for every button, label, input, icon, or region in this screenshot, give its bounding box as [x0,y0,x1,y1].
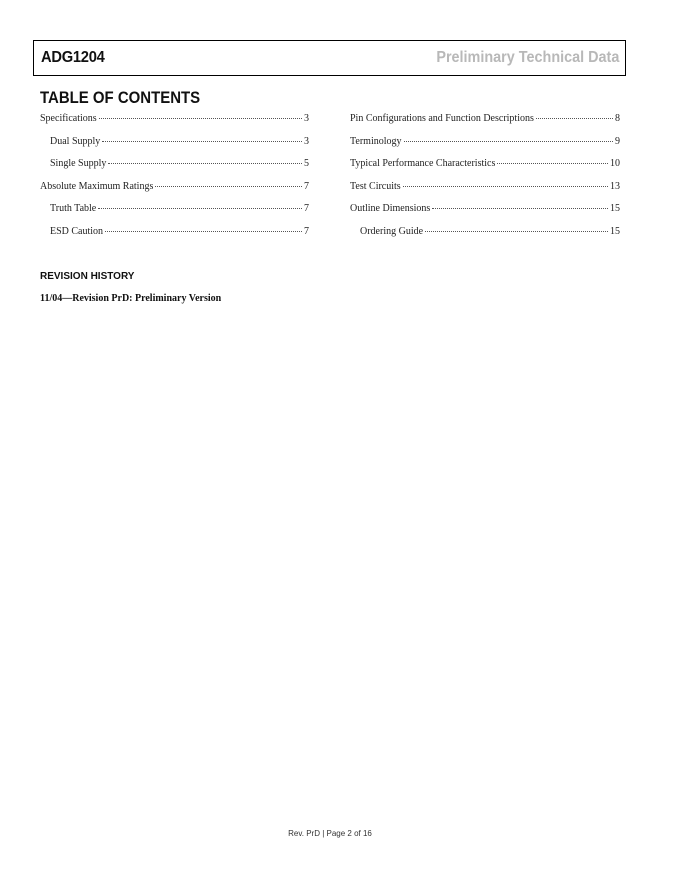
toc-entry-page: 13 [610,180,620,192]
document-status: Preliminary Technical Data [435,49,619,66]
toc-entry-outline-dimensions[interactable] [350,203,620,226]
toc-entry-pin-configurations[interactable] [350,113,620,136]
toc-leader-dots [155,186,302,187]
toc-entry-dual-supply[interactable] [40,136,309,159]
toc-entry-label: Truth Table [50,203,97,214]
toc-entry-label: Typical Performance Characteristics [350,158,496,169]
toc-entry-truth-table[interactable] [40,203,309,226]
page-header [33,40,626,76]
toc-column-left [40,113,309,248]
toc-entry-label: Absolute Maximum Ratings [40,180,154,192]
toc-entry-page: 9 [615,135,620,147]
toc-entry-ordering-guide[interactable] [350,226,620,249]
toc-entry-single-supply[interactable] [40,158,309,181]
page-footer: Rev. PrD | Page 2 of 16 [288,829,372,838]
toc-entry-page: 7 [304,225,309,237]
toc-entry-label: ESD Caution [50,225,104,237]
part-number: ADG1204 [41,49,105,66]
toc-entry-page: 3 [304,113,309,124]
toc-leader-dots [102,141,302,142]
toc-entry-page: 7 [304,203,309,214]
toc-entry-label: Ordering Guide [360,225,424,237]
toc-entry-specifications[interactable] [40,113,309,136]
toc-column-right [350,113,620,248]
toc-leader-dots [425,231,608,232]
toc-entry-label: Outline Dimensions [350,203,431,214]
toc-entry-label: Single Supply [50,158,107,169]
toc-entry-page: 15 [610,225,620,237]
toc-leader-dots [432,208,608,209]
toc-entry-page: 15 [610,203,620,214]
toc-entry-label: Terminology [350,135,402,147]
toc-entry-label: Test Circuits [350,180,401,192]
toc-entry-page: 7 [304,180,309,192]
toc-entry-page: 3 [304,135,309,147]
toc-leader-dots [497,163,608,164]
toc-entry-page: 10 [610,158,620,169]
toc-title: TABLE OF CONTENTS [40,88,201,107]
revision-history-entry: 11/04—Revision PrD: Preliminary Version [40,293,222,304]
toc-leader-dots [99,118,302,119]
toc-entry-label: Specifications [40,113,97,124]
toc-leader-dots [105,231,302,232]
toc-leader-dots [536,118,613,119]
toc-entry-label: Pin Configurations and Function Descriptions [350,113,534,124]
toc-entry-test-circuits[interactable] [350,181,620,204]
toc-entry-typical-performance[interactable] [350,158,620,181]
revision-history-heading: REVISION HISTORY [40,271,135,282]
toc-entry-page: 8 [615,113,620,124]
toc-entry-page: 5 [304,158,309,169]
toc-entry-absolute-maximum-ratings[interactable] [40,181,309,204]
toc-leader-dots [108,163,302,164]
toc-leader-dots [403,186,608,187]
toc-leader-dots [404,141,613,142]
toc-entry-label: Dual Supply [50,135,101,147]
toc-entry-terminology[interactable] [350,136,620,159]
toc-entry-esd-caution[interactable] [40,226,309,249]
toc-leader-dots [98,208,302,209]
